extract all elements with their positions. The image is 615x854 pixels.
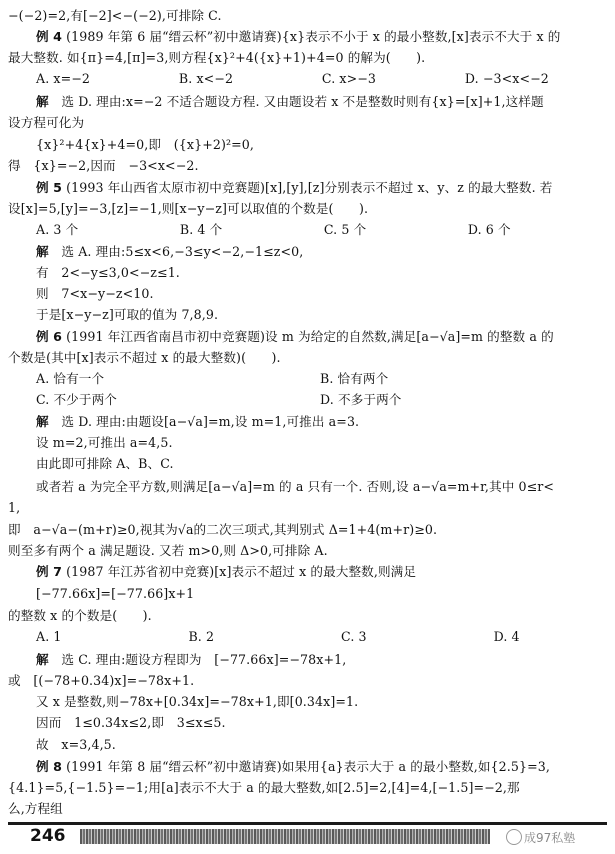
text-line: 得 {x}=−2,因而 −3<x<−2. [8,158,199,173]
equation-line: {x}²+4{x}+4=0,即 ({x}+2)²=0, [36,137,255,152]
footer-band [80,829,490,844]
solution-line: 解 选 C. 理由:题设方程即为 [−77.66x]=−78x+1, [36,652,347,667]
solution-line: 解 选 D. 理由:由题设[a−√a]=m,设 m=1,可推出 a=3. [36,414,360,429]
footer-rule [8,822,607,825]
text-line: 设方程可化为 [8,115,85,130]
options-line: C. 不少于两个 D. 不多于两个 [36,392,402,407]
equation-line: [−77.66x]=[−77.66]x+1 [36,586,195,601]
example-8-heading: 例 8 (1991 年第 8 届“缙云杯”初中邀请赛)如果用{a}表示大于 a 的最小整数,如{2.5}=3, [36,759,550,774]
text-line: 或 [(−78+0.34)x]=−78x+1. [8,673,195,688]
text-line: −(−2)=2,有[−2]<−(−2),可排除 C. [8,8,222,23]
options-line: A. 3 个 B. 4 个 C. 5 个 D. 6 个 [36,222,511,237]
text-line: 个数是(其中[x]表示不超过 x 的最大整数)( ). [8,350,281,365]
page-number: 246 [30,826,66,846]
text-line: 则 7<x−y−z<10. [36,286,154,301]
text-line: 设[x]=5,[y]=−3,[z]=−1,则[x−y−z]可以取值的个数是( ). [8,201,369,216]
solution-line: 解 选 A. 理由:5≤x<6,−3≤y<−2,−1≤z<0, [36,244,304,259]
example-7-heading: 例 7 (1987 年江苏省初中竞赛)[x]表示不超过 x 的最大整数,则满足 [36,564,417,579]
text-line: 即 a−√a−(m+r)≥0,视其为√a的二次三项式,其判别式 Δ=1+4(m+r)≥0. [8,522,438,537]
text-line: 则至多有两个 a 满足题设. 又若 m>0,则 Δ>0,可排除 A. [8,543,328,558]
options-line: A. 1 B. 2 C. 3 D. 4 [36,629,520,644]
solution-line: 解 选 D. 理由:x=−2 不适合题设方程. 又由题设若 x 不是整数时则有{x}=[x]+1,这样题 [36,94,544,109]
text-line: 或者若 a 为完全平方数,则满足[a−√a]=m 的 a 只有一个. 否则,设 a−√a=m+r,其中 0≤r< [36,479,555,494]
text-line: 又 x 是整数,则−78x+[0.34x]=−78x+1,即[0.34x]=1. [36,694,359,709]
watermark: 成97私塾 [524,831,576,845]
text-line: 1, [8,500,21,515]
example-6-heading: 例 6 (1991 年江西省南昌市初中竞赛题)设 m 为给定的自然数,满足[a−√a]=m 的整数 a 的 [36,329,554,344]
text-line: 由此即可排除 A、B、C. [36,456,174,471]
text-line: 因而 1≤0.34x≤2,即 3≤x≤5. [36,715,226,730]
example-5-heading: 例 5 (1993 年山西省太原市初中竞赛题)[x],[y],[z]分别表示不超过 x、y、z 的最大整数. 若 [36,180,553,195]
example-4-heading: 例 4 (1989 年第 6 届“缙云杯”初中邀请赛){x}表示不小于 x 的最小整数,[x]表示不大于 x 的 [36,29,561,44]
text-line: 最大整数. 如{π}=4,[π]=3,则方程{x}²+4({x}+1)+4=0 的解为( ). [8,50,426,65]
options-line: A. 恰有一个 B. 恰有两个 [36,371,389,386]
text-line: 故 x=3,4,5. [36,737,116,752]
text-line: {4.1}=5,{−1.5}=−1;用[a]表示不大于 a 的最大整数,如[2.5]=2,[4]=4,[−1.5]=−2,那 [8,780,520,795]
wechat-icon [506,829,522,845]
text-line: 么,方程组 [8,801,63,816]
options-line: A. x=−2 B. x<−2 C. x>−3 D. −3<x<−2 [36,71,549,86]
text-line: 有 2<−y≤3,0<−z≤1. [36,265,180,280]
text-line: 于是[x−y−z]可取的值为 7,8,9. [36,307,219,322]
text-line: 的整数 x 的个数是( ). [8,608,152,623]
text-line: 设 m=2,可推出 a=4,5. [36,435,173,450]
